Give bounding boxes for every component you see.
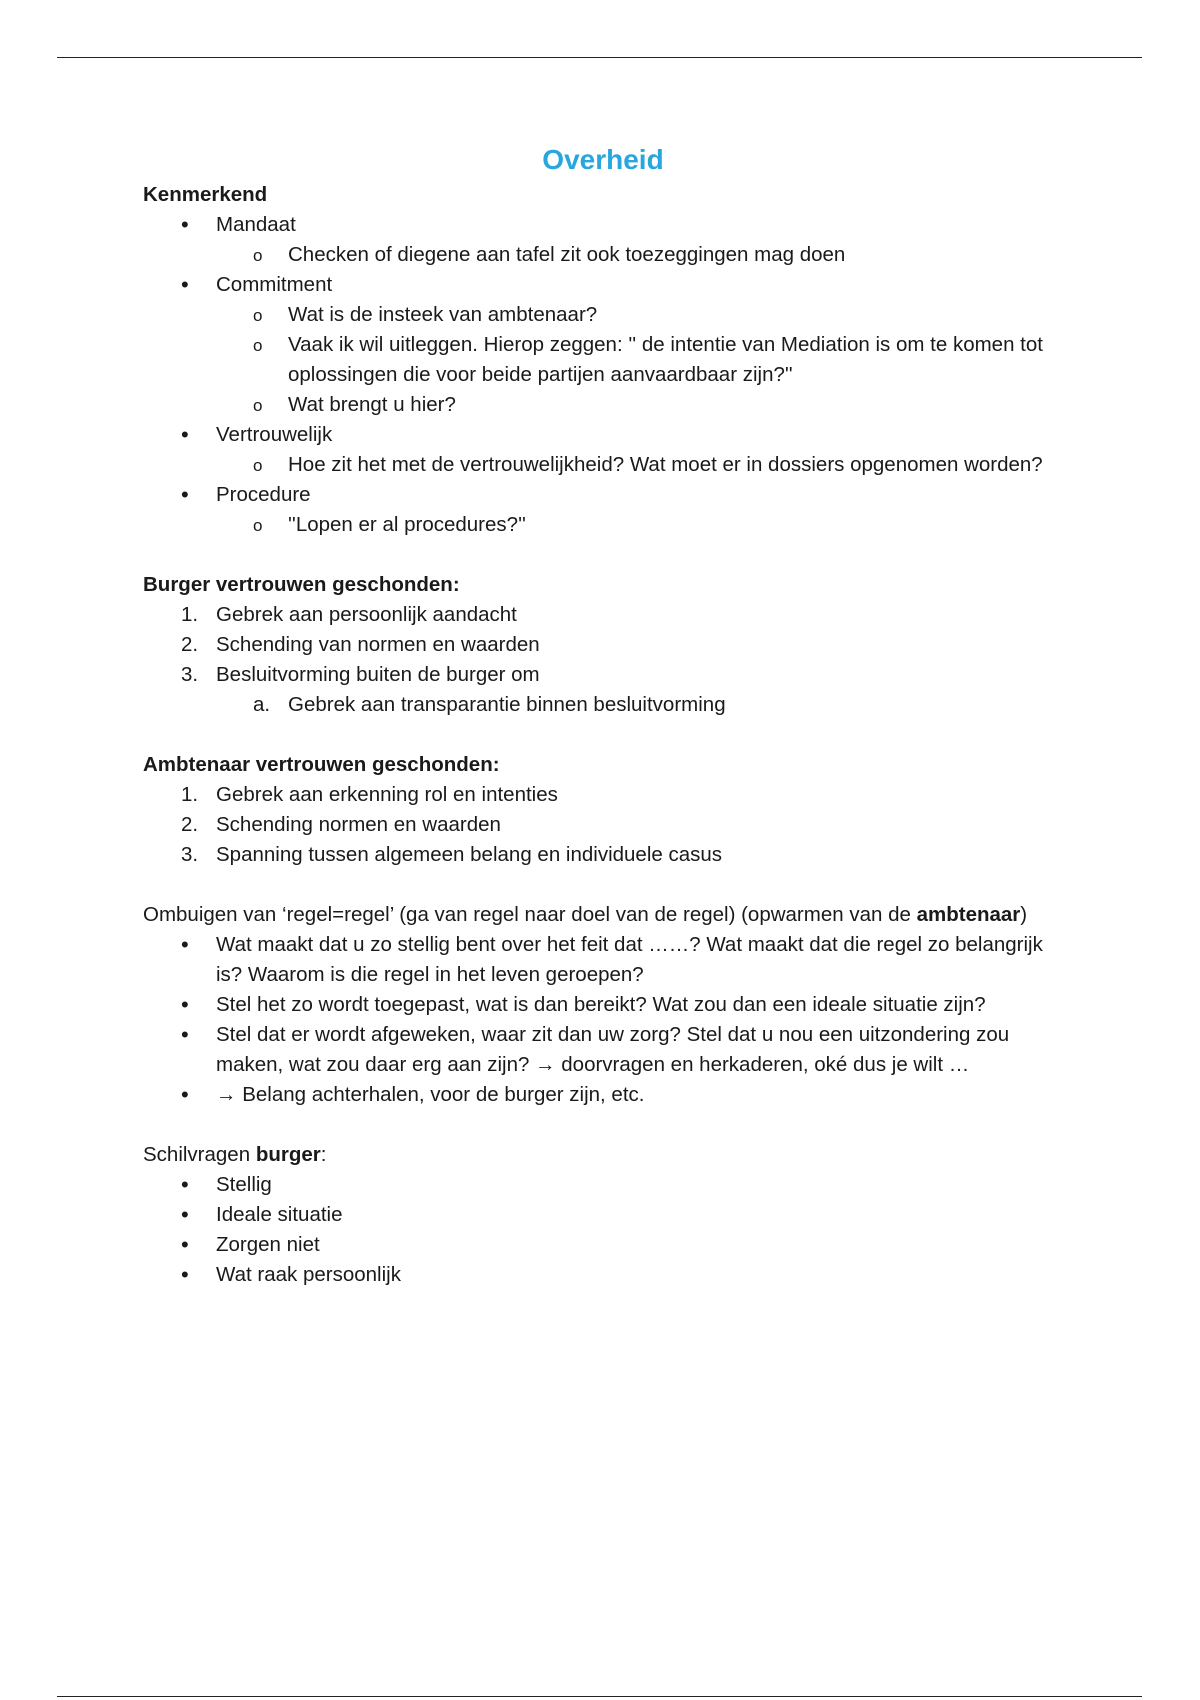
bullet-icon	[181, 210, 207, 241]
section-heading-burger: Burger vertrouwen geschonden:	[143, 573, 460, 596]
document-page	[143, 140, 1063, 1290]
list-item	[143, 1200, 1063, 1230]
list-item	[143, 990, 1063, 1020]
bullet-icon	[181, 1020, 207, 1051]
header-rule	[57, 57, 1142, 58]
list-item	[143, 1260, 1063, 1290]
numbered-item-label: Besluitvorming buiten de burger om	[216, 663, 540, 686]
lettered-sub-item	[143, 690, 1063, 720]
bullet-icon	[181, 480, 207, 511]
numbered-item	[143, 630, 1063, 660]
ombuigen-list	[143, 930, 1063, 1110]
schilvragen-intro-end: :	[320, 1143, 327, 1166]
item-number: 3.	[181, 663, 199, 686]
numbered-item-label: Gebrek aan persoonlijk aandacht	[216, 603, 517, 626]
schilvragen-intro-text: Schilvragen	[143, 1143, 251, 1166]
schilvragen-intro-bold: burger	[255, 1143, 321, 1166]
sub-list-item	[143, 330, 1063, 390]
sub-list-item-label: Hoe zit het met de vertrouwelijkheid? Wat moet er in dossiers opgenomen worden?	[288, 453, 1043, 476]
circle-bullet-icon	[253, 330, 279, 361]
bullet-icon	[181, 990, 207, 1021]
item-number: 2.	[181, 813, 199, 836]
list-item	[143, 1230, 1063, 1260]
sub-list-item	[143, 450, 1063, 480]
footer-rule	[57, 1696, 1142, 1697]
numbered-item	[143, 600, 1063, 630]
list-item-label: Wat raak persoonlijk	[216, 1263, 401, 1286]
sub-list-item	[143, 300, 1063, 330]
list-item-label: Wat maakt dat u zo stellig bent over het feit dat ……? Wat maakt dat die regel zo belangrijk is? Waarom is die regel in het leven geroepen?	[216, 933, 1043, 986]
numbered-item	[143, 780, 1063, 810]
list-item	[143, 930, 1063, 990]
item-letter: a.	[253, 693, 271, 716]
bullet-icon	[181, 1200, 207, 1231]
circle-bullet-icon	[253, 510, 279, 541]
ombuigen-intro-bold: ambtenaar	[916, 903, 1021, 926]
list-item	[143, 210, 1063, 240]
sub-list-item-label: Vaak ik wil uitleggen. Hierop zeggen: '' de intentie van Mediation is om te komen tot oplossingen die voor beide partijen aanvaardbaar zijn?''	[288, 333, 1043, 386]
list-item	[143, 1080, 1063, 1110]
ombuigen-intro	[143, 900, 1063, 930]
sub-list-item-label: Checken of diegene aan tafel zit ook toezeggingen mag doen	[288, 243, 846, 266]
sub-list-item-label: Wat brengt u hier?	[288, 393, 456, 416]
item-number: 1.	[181, 603, 199, 626]
bullet-icon	[181, 930, 207, 961]
lettered-sub-item-label: Gebrek aan transparantie binnen besluitvorming	[288, 693, 726, 716]
list-item	[143, 1170, 1063, 1200]
section-heading-ambtenaar: Ambtenaar vertrouwen geschonden:	[143, 753, 500, 776]
circle-bullet-icon	[253, 240, 279, 271]
numbered-item-label: Schending normen en waarden	[216, 813, 501, 836]
sub-list-item	[143, 510, 1063, 540]
numbered-item	[143, 810, 1063, 840]
sub-list-item	[143, 390, 1063, 420]
item-number: 1.	[181, 783, 199, 806]
list-item-label: Procedure	[216, 483, 311, 506]
schilvragen-list	[143, 1170, 1063, 1290]
burger-list	[143, 600, 1063, 720]
bullet-icon	[181, 1080, 207, 1111]
circle-bullet-icon	[253, 450, 279, 481]
list-item-label: Ideale situatie	[216, 1203, 343, 1226]
bullet-icon	[181, 270, 207, 301]
numbered-item-label: Spanning tussen algemeen belang en individuele casus	[216, 843, 723, 866]
numbered-item	[143, 660, 1063, 690]
list-item	[143, 420, 1063, 450]
sub-list-item	[143, 240, 1063, 270]
bullet-icon	[181, 1260, 207, 1291]
kenmerkend-list	[143, 210, 1063, 540]
sub-list-item-label: ''Lopen er al procedures?''	[288, 513, 526, 536]
list-item	[143, 270, 1063, 300]
section-heading-kenmerkend: Kenmerkend	[143, 183, 268, 206]
bullet-icon	[181, 1230, 207, 1261]
list-item-label: Mandaat	[216, 213, 296, 236]
list-item	[143, 1020, 1063, 1080]
sub-list-item-label: Wat is de insteek van ambtenaar?	[288, 303, 598, 326]
ombuigen-intro-end: )	[1020, 903, 1028, 926]
list-item-label: Vertrouwelijk	[216, 423, 333, 446]
list-item-label: Stel dat er wordt afgeweken, waar zit dan uw zorg? Stel dat u nou een uitzondering zou maken, wat zou daar erg aan zijn? → doorvragen en herkaderen, oké dus je wilt …	[216, 1023, 1010, 1076]
list-item-label: Commitment	[216, 273, 333, 296]
circle-bullet-icon	[253, 300, 279, 331]
numbered-item-label: Schending van normen en waarden	[216, 633, 540, 656]
list-item-label: Stel het zo wordt toegepast, wat is dan bereikt? Wat zou dan een ideale situatie zijn?	[216, 993, 986, 1016]
numbered-item-label: Gebrek aan erkenning rol en intenties	[216, 783, 558, 806]
ambtenaar-list	[143, 780, 1063, 870]
numbered-item	[143, 840, 1063, 870]
item-number: 2.	[181, 633, 199, 656]
list-item	[143, 480, 1063, 510]
ombuigen-intro-text: Ombuigen van ‘regel=regel’ (ga van regel naar doel van de regel) (opwarmen van de	[143, 903, 911, 926]
page-title: Overheid	[542, 144, 664, 175]
list-item-label: Stellig	[216, 1173, 272, 1196]
list-item-label: Zorgen niet	[216, 1233, 320, 1256]
bullet-icon	[181, 420, 207, 451]
list-item-label: → Belang achterhalen, voor de burger zijn, etc.	[216, 1083, 645, 1106]
item-number: 3.	[181, 843, 199, 866]
schilvragen-intro	[143, 1140, 1063, 1170]
circle-bullet-icon	[253, 390, 279, 421]
bullet-icon	[181, 1170, 207, 1201]
